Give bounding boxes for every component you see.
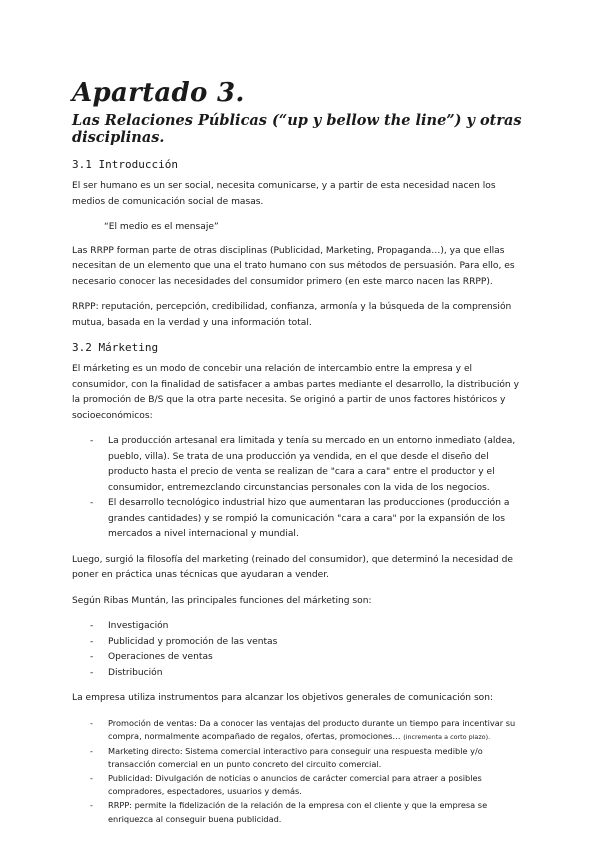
list-item: - Marketing directo: Sistema comercial interactivo para conseguir una respuesta medible y/o transacción comercial en un punto concreto del circuito comercial.	[90, 745, 483, 770]
paragraph: Según Ribas Muntán, las principales funciones del márketing son:	[72, 595, 372, 606]
paragraph: RRPP: reputación, percepción, credibilidad, confianza, armonía y la búsqueda de la comprensión mutua, basada en la verdad y una información total.	[72, 302, 512, 328]
bullet-dash: -	[90, 772, 93, 783]
bullet-dash: -	[90, 436, 94, 446]
bullet-dash: -	[90, 800, 93, 811]
bullet-dash: -	[90, 717, 93, 728]
list-item: - La producción artesanal era limitada y tenía su mercado en un entorno inmediato (aldea, pueblo, villa). Se trata de una producción ya vendida, en el que desde el diseño del producto hasta el precio de venta se realizan de "cara a cara" entre el productor y el consumidor, entremezclando circunstancias personales con la vida de los negocios.	[90, 436, 516, 493]
list-item: - Investigación	[72, 619, 528, 635]
bullet-dash: -	[90, 621, 94, 631]
bullet-dash: -	[90, 498, 94, 508]
list-item: - Operaciones de ventas	[72, 650, 528, 666]
bullet-dash: -	[90, 636, 94, 647]
paragraph: El ser humano es un ser social, necesita comunicarse, y a partir de esta necesidad nacen los medios de comunicación social de masas.	[72, 181, 496, 207]
section-heading-introduccion: 3.1 Introducción	[72, 158, 178, 171]
list-item: - Promoción de ventas: Da a conocer las ventajas del producto durante un tiempo para incentivar su compra, normalmente acompañado de regalos, ofertas, promociones… (incrementa a corto plazo).	[90, 717, 516, 742]
factors-list	[72, 434, 528, 543]
paragraph: Las RRPP forman parte de otras disciplinas (Publicidad, Marketing, Propaganda…), ya que ellas necesitan de un elemento que una el trato humano con sus métodos de persuasión. Para ello, es necesario conocer las necesidades del consumidor primero (en este marco nacen las RRPP).	[72, 245, 515, 287]
paragraph: La empresa utiliza instrumentos para alcanzar los objetivos generales de comunicación son:	[72, 693, 494, 703]
bullet-dash: -	[90, 745, 93, 756]
functions-list	[72, 619, 528, 681]
page-title: Apartado 3.	[72, 78, 245, 108]
list-item: - Publicidad: Divulgación de noticias o anuncios de carácter comercial para atraer a posibles compradores, espectadores, usuarios y demás.	[90, 772, 482, 797]
instruments-list	[72, 717, 528, 827]
quote: “El medio es el mensaje”	[104, 222, 219, 232]
list-item: - El desarrollo tecnológico industrial hizo que aumentaran las producciones (producción a grandes cantidades) y se rompió la comunicación "cara a cara" por la expansión de los mercados a nivel internacional y mundial.	[90, 498, 510, 539]
list-item: - Publicidad y promoción de las ventas	[72, 635, 528, 651]
paragraph: Luego, surgió la filosofía del marketing (reinado del consumidor), que determinó la necesidad de poner en práctica unas técnicas que ayudaran a vender.	[72, 554, 514, 580]
page-subtitle: Las Relaciones Públicas (“up y bellow the line”) y otras disciplinas.	[72, 112, 522, 146]
bullet-dash: -	[90, 652, 94, 662]
paragraph: El márketing es un modo de concebir una relación de intercambio entre la empresa y el consumidor, con la finalidad de satisfacer a ambas partes mediante el desarrollo, la distribución y la promoción de B/S que la otra parte necesita. Se originó a partir de unos factores históricos y socioeconómicos:	[72, 364, 519, 421]
list-item: - Distribución	[72, 666, 528, 682]
list-item: - RRPP: permite la fidelización de la relación de la empresa con el cliente y que la empresa se enriquezca al conseguir buena publicidad.	[90, 800, 488, 824]
section-heading-marketing: 3.2 Márketing	[72, 341, 159, 354]
bullet-dash: -	[90, 667, 94, 678]
